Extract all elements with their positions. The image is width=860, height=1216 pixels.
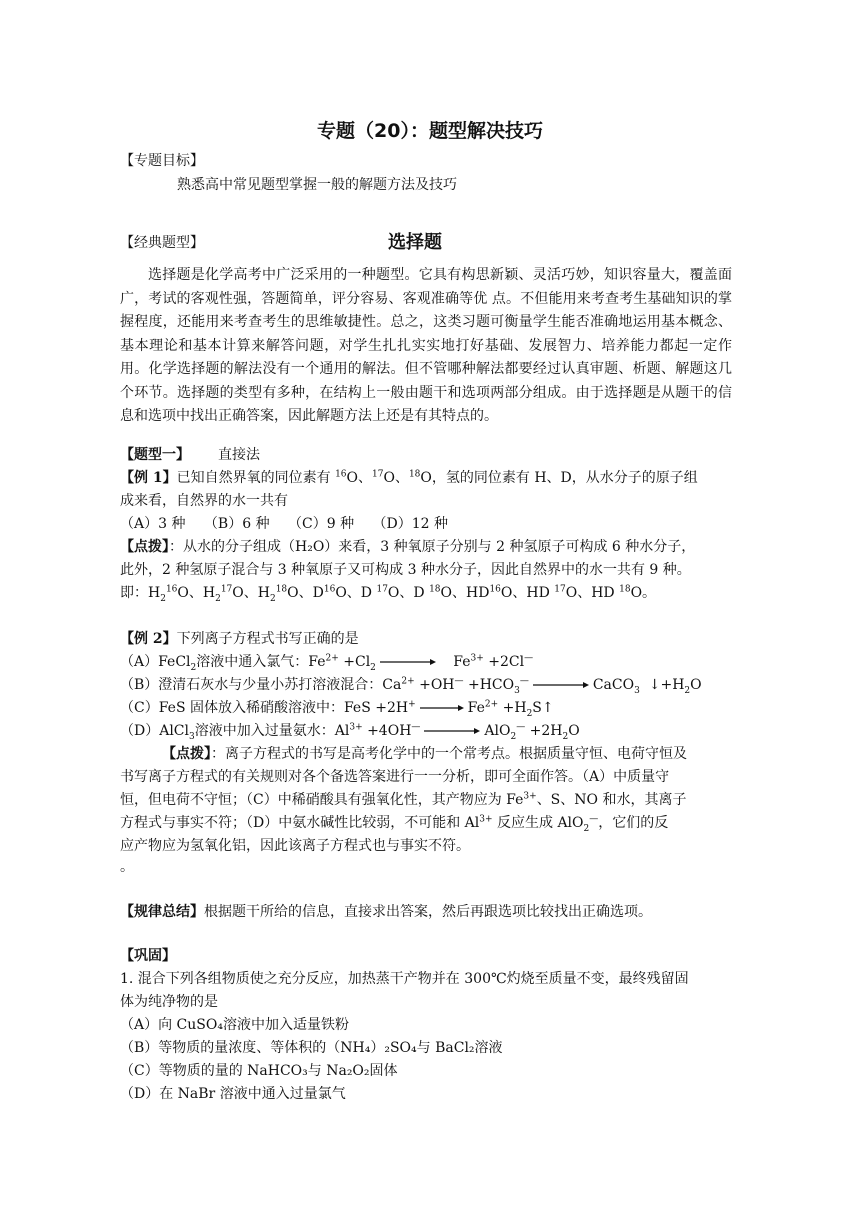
- ex2-hint-line3: 恒，但电荷不守恒；（C）中稀硝酸具有强氧化性，其产物应为 $Fe^{3+}$、S、NO 和水，其离子: [120, 791, 687, 808]
- ex1-hint-line2: 此外，2 种氢原子混合与 3 种氧原子又可构成 3 种水分子，因此自然界中的水一共有 9 种。: [120, 562, 691, 578]
- consolidate-option-b: （B）等物质的量浓度、等体积的（NH₄）₂SO₄与 BaCl₂溶液: [120, 1040, 503, 1056]
- ex2-hint-line4-mid: 反应生成 AlO: [492, 815, 584, 831]
- ex1-question-line2: 成来看，自然界的水一共有: [120, 493, 288, 509]
- ex1-question-line1: [120, 467, 740, 489]
- ex2-hint-line3-post: 、S、NO 和水，其离子: [536, 792, 687, 808]
- ex2-option-b: （B）澄清石灰水与少量小苏打溶液混合：$Ca^{2+} +OH^— +HCO_3^—$ CaCO$_3$ $↓+H_2O$: [120, 676, 702, 696]
- ex2-hint-line4-post: ，它们的反: [598, 815, 669, 831]
- ex2-option-a-pre: （A）FeCl: [120, 654, 191, 670]
- ex1-options: （A）3 种 （B）6 种 （C）9 种 （D）12 种: [120, 516, 449, 532]
- ex2-question-text: 下列离子方程式书写正确的是: [176, 631, 359, 647]
- reaction-arrow-icon: [533, 680, 589, 690]
- consolidate-option-d: （D）在 NaBr 溶液中通入过量氯气: [120, 1086, 346, 1102]
- ex2-hint-line3-pre: 恒，但电荷不守恒；（C）中稀硝酸具有强氧化性，其产物应为 Fe: [120, 792, 524, 808]
- ex2-question: [120, 628, 740, 650]
- ex2-option-a-mid: 溶液中通入氯气：: [196, 654, 309, 670]
- goal-text: 熟悉高中常见题型掌握一般的解题方法及技巧: [177, 177, 457, 193]
- ex1-hint-line3: [120, 582, 740, 604]
- ex2-hint-line1: [162, 743, 782, 765]
- ex1-hint-prefix: 即：: [120, 585, 148, 601]
- ex2-option-d: （D）AlCl$_3$溶液中加入过量氨水：$Al^{3+} +4OH^—$ $AlO_2^— +2H_2O$: [120, 722, 580, 742]
- ex2-hint-line2: 书写离子方程式的有关规则对各个备选答案进行一一分析，即可全面作答。（A）中质量守: [120, 769, 670, 785]
- consolidate-question-line1: 1. 混合下列各组物质使之充分反应，加热蒸干产物并在 300℃灼烧至质量不变，最终残留固: [120, 971, 689, 987]
- ex2-option-d-mid: 溶液中加入过量氨水：: [194, 723, 335, 739]
- ex1-hint-label: 【点拨】: [120, 539, 169, 555]
- summary-label: 【规律总结】: [120, 904, 204, 920]
- ex2-hint-line5: 应产物应为氢氧化铝，因此该离子方程式也与事实不符。: [120, 838, 470, 854]
- ex2-hint-line4: 方程式与事实不符；（D）中氨水碱性比较弱，不可能和 $Al^{3+}$ 反应生成 AlO$_2$—，它们的反: [120, 814, 669, 834]
- page-title: 专题（20）：题型解决技巧: [317, 120, 543, 142]
- summary-line: [120, 901, 740, 923]
- reaction-arrow-icon: [424, 726, 480, 736]
- summary-text: 根据题干所给的信息，直接求出答案，然后再跟选项比较找出正确选项。: [204, 904, 652, 920]
- water-molecule-list: $H_2^{16}O$、$H_2^{17}O$、$H_2^{18}O$、$D^{16}O$、D $^{17}$O、D $^{18}$O、HD$^{16}$O、HD $^{17}$O、HD $^{18}$O。: [148, 584, 657, 604]
- ex2-hint-line4-pre: 方程式与事实不符；（D）中氨水碱性比较弱，不可能和 Al: [120, 815, 480, 831]
- reaction-arrow-icon: [420, 703, 464, 713]
- goal-section-label: 【专题目标】: [120, 153, 204, 169]
- intro-paragraph: 选择题是化学高考中广泛采用的一种题型。它具有构思新颖、灵活巧妙，知识容量大，覆盖面广，考试的客观性强，答题简单，评分容易、客观准确等优 点。不但能用来考查考生基础知识的掌握程度，还能用来考查考生的思维敏捷性。总之，这类习题可衡量学生能否准确地运用基本概念、基本理论和基本计算来解答问题，对学生扎扎实实地打好基础、发展智力、培养能力都起一定作用。化学选择题的解法没有一个通用的解法。但不管哪种解法都要经过认真审题、析题、解题这几个环节。选择题的类型有多种，在结构上一般由题干和选项两部分组成。由于选择题是从题干的信息和选项中找出正确答案，因此解题方法上还是有其特点的。: [120, 267, 732, 424]
- section-heading: 选择题: [388, 232, 442, 253]
- ex2-hint-text1: ：离子方程式的书写是高考化学中的一个常考点。根据质量守恒、电荷守恒及: [211, 746, 687, 762]
- type1-label: [120, 444, 740, 466]
- consolidate-option-c: （C）等物质的量的 NaHCO₃与 Na₂O₂固体: [120, 1063, 398, 1079]
- type1-tag: 【题型一】: [120, 447, 190, 463]
- ex1-hint-line1: [120, 536, 740, 558]
- ex2-option-c: （C）FeS 固体放入稀硝酸溶液中：FeS +2H+ $Fe^{2+}$ $+H_2S↑$: [120, 699, 554, 719]
- oxygen-isotopes: $^{16}$O、$^{17}$O、$^{18}$O: [335, 469, 432, 486]
- classic-section-label: 【经典题型】: [120, 235, 204, 251]
- stray-period: 。: [120, 859, 134, 875]
- reaction-arrow-icon: [380, 657, 436, 667]
- ex2-option-d-pre: （D）AlCl: [120, 723, 190, 739]
- consolidate-question-line2: 体为纯净物的是: [120, 994, 218, 1010]
- ex1-hint-text1: ：从水的分子组成（H₂O）来看，3 种氧原子分别与 2 种氢原子可构成 6 种水分子，: [169, 539, 696, 555]
- consolidate-option-a: （A）向 CuSO₄溶液中加入适量铁粉: [120, 1017, 349, 1033]
- consolidate-label: 【巩固】: [120, 948, 176, 964]
- ex2-option-b-pre: （B）澄清石灰水与少量小苏打溶液混合：: [120, 677, 383, 693]
- ex1-question-post: ，氢的同位素有 H、D，从水分子的原子组: [431, 470, 698, 486]
- ex2-label: 【例 2】: [120, 631, 177, 647]
- ex1-question-pre: 已知自然界氧的同位素有: [176, 470, 336, 486]
- ex2-hint-label: 【点拨】: [162, 746, 211, 762]
- ex1-label: 【例 1】: [120, 470, 177, 486]
- type1-name: 直接法: [218, 447, 260, 463]
- ex2-option-a: （A）FeCl$_2$溶液中通入氯气：$Fe^{2+} +Cl_2$ $Fe^{3+} +2Cl^—$: [120, 653, 534, 673]
- ex2-option-c-pre: （C）FeS 固体放入稀硝酸溶液中：FeS +2H: [120, 700, 409, 716]
